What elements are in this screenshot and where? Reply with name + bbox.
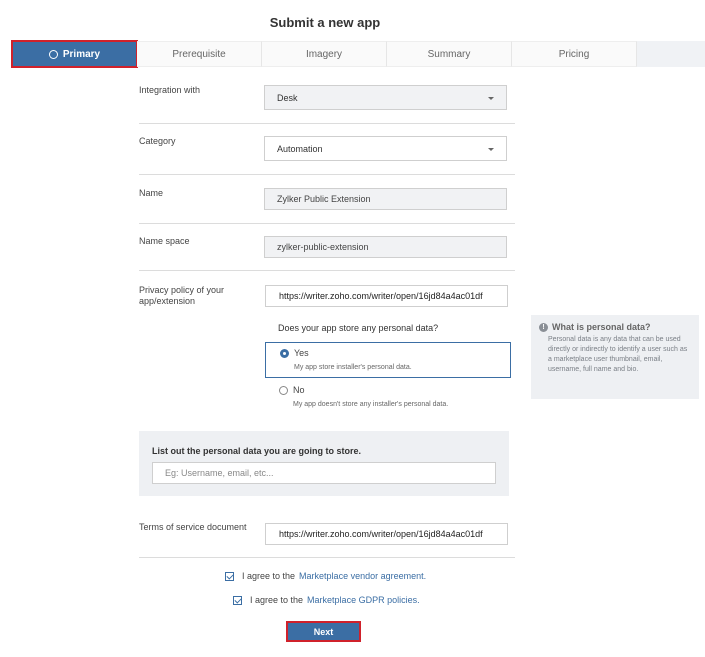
- checkbox-checked-icon[interactable]: [225, 572, 234, 581]
- personal-data-list-label: List out the personal data you are going to store.: [152, 446, 362, 456]
- personal-data-info: [531, 315, 699, 399]
- tab-prerequisite[interactable]: [137, 41, 262, 67]
- option-subtitle: My app store installer's personal data.: [294, 364, 412, 371]
- tabs-filler: [637, 41, 705, 67]
- option-title: Yes: [294, 348, 309, 358]
- terms-url-field[interactable]: https://writer.zoho.com/writer/open/16jd84a4ac01df: [265, 523, 508, 545]
- personal-data-question: Does your app store any personal data?: [278, 323, 439, 333]
- tab-pricing[interactable]: [512, 41, 637, 67]
- terms-row: [139, 508, 515, 558]
- tab-label: Prerequisite: [172, 48, 226, 60]
- info-text: Personal data is any data that can be used directly or indirectly to identify a user such as a marketplace user thumbnail, email, username, full name and bio.: [548, 336, 688, 373]
- tab-imagery[interactable]: [262, 41, 387, 67]
- radio-unchecked-icon[interactable]: [279, 386, 288, 395]
- namespace-row: [139, 224, 515, 271]
- category-label: Category: [139, 136, 176, 146]
- info-icon: !: [539, 323, 548, 332]
- caret-down-icon: [488, 97, 494, 100]
- integration-row: [139, 72, 515, 124]
- option-subtitle: My app doesn't store any installer's personal data.: [293, 401, 449, 408]
- tab-primary[interactable]: [12, 41, 137, 67]
- category-value: Automation: [277, 143, 323, 154]
- circle-icon: [49, 50, 58, 59]
- caret-down-icon: [488, 148, 494, 151]
- tab-summary[interactable]: [387, 41, 512, 67]
- name-row: [139, 175, 515, 224]
- vendor-agreement-row: [225, 571, 426, 581]
- terms-label: Terms of service document: [139, 522, 247, 532]
- option-title: No: [293, 385, 305, 395]
- next-button[interactable]: Next: [286, 621, 361, 642]
- info-header: [539, 322, 689, 332]
- tab-label: Primary: [62, 48, 101, 60]
- name-field[interactable]: Zylker Public Extension: [264, 188, 507, 210]
- category-select[interactable]: [264, 136, 507, 161]
- option-yes[interactable]: [265, 342, 511, 378]
- agree-text: I agree to the: [242, 571, 296, 581]
- namespace-label: Name space: [139, 236, 190, 246]
- option-no[interactable]: [265, 380, 511, 416]
- privacy-label: Privacy policy of your app/extension: [139, 285, 225, 306]
- integration-select[interactable]: [264, 85, 507, 110]
- integration-label: Integration with: [139, 85, 201, 95]
- agree-text: I agree to the: [250, 595, 304, 605]
- privacy-url-field[interactable]: https://writer.zoho.com/writer/open/16jd84a4ac01df: [265, 285, 508, 307]
- checkbox-checked-icon[interactable]: [233, 596, 242, 605]
- wizard-tabs: [12, 41, 705, 67]
- gdpr-agreement-row: [233, 595, 420, 605]
- personal-data-list-box: [139, 431, 509, 496]
- integration-value: Desk: [277, 92, 298, 103]
- personal-data-input[interactable]: [152, 462, 496, 484]
- tab-label: Pricing: [558, 48, 590, 60]
- gdpr-policies-link[interactable]: Marketplace GDPR policies.: [307, 595, 420, 605]
- vendor-agreement-link[interactable]: Marketplace vendor agreement.: [299, 571, 427, 581]
- tab-label: Summary: [427, 48, 471, 60]
- name-label: Name: [139, 188, 164, 198]
- namespace-field[interactable]: zylker-public-extension: [264, 236, 507, 258]
- category-row: [139, 124, 515, 175]
- page-title: Submit a new app: [269, 15, 381, 30]
- radio-checked-icon[interactable]: [280, 349, 289, 358]
- info-title: What is personal data?: [552, 322, 651, 332]
- tab-label: Imagery: [305, 48, 343, 60]
